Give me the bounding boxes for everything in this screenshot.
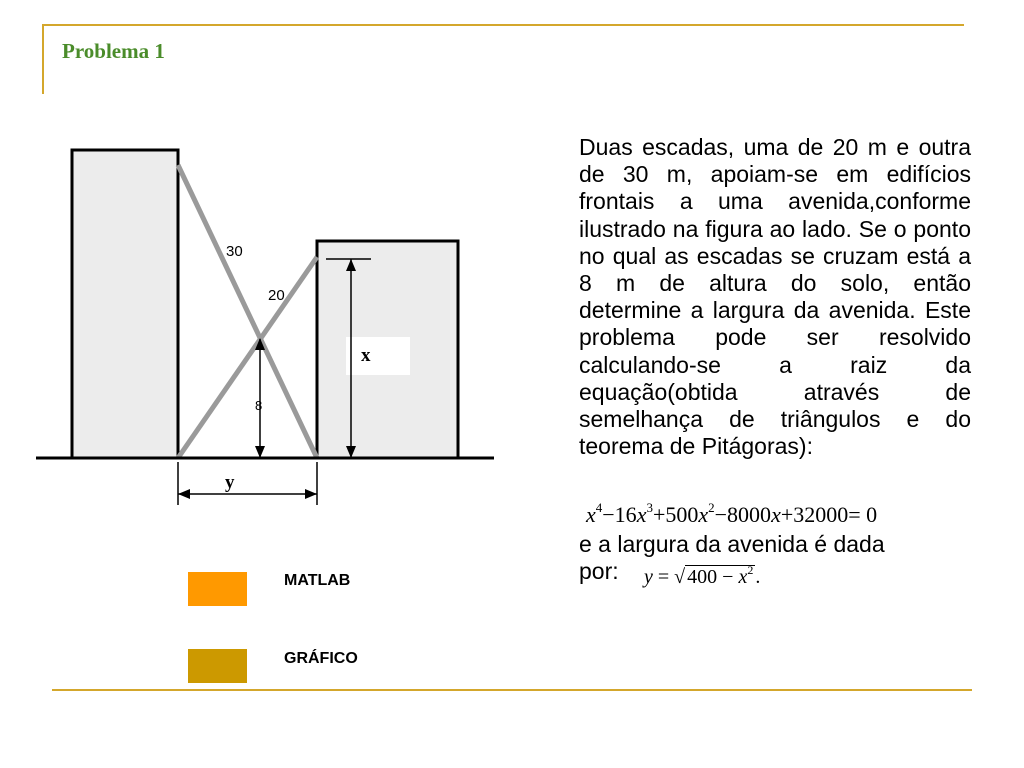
- polynomial-equation: [586, 502, 877, 528]
- formula-equals: =: [652, 566, 675, 588]
- width-formula: [644, 563, 761, 589]
- ladder-30-label: 30: [226, 243, 243, 260]
- grafico-label: GRÁFICO: [284, 650, 358, 667]
- eq-exp-4: 4: [595, 500, 603, 515]
- grafico-link-button[interactable]: [188, 649, 247, 683]
- eq-var-x: x: [586, 502, 596, 527]
- eq-term-8000: −8000: [714, 502, 772, 527]
- eq-term-16: −16: [602, 502, 637, 527]
- width-statement-line1: e a largura da avenida é dada: [579, 531, 885, 557]
- matlab-link-button[interactable]: [188, 572, 247, 606]
- title-accent-bar: [42, 24, 44, 94]
- width-statement: [579, 531, 971, 585]
- problem-statement: Duas escadas, uma de 20 m e outra de 30 m, apoiam-se em edifícios frontais a uma avenida,conforme ilustrado na figura ao lado. Se o ponto no qual as escadas se cruzam está a 8 m de altura do solo, então determine a largura da avenida. Este problema pode ser resolvido calculando-se a raiz da equação(obtida através de semelhança de triângulos e do teorema de Pitágoras):: [579, 134, 971, 460]
- x-label-background: [346, 337, 410, 375]
- eq-exp-3: 3: [646, 500, 653, 515]
- top-divider: [42, 24, 964, 26]
- formula-var-y: y: [644, 566, 653, 588]
- left-building: [72, 150, 178, 458]
- matlab-label: MATLAB: [284, 572, 351, 589]
- formula-const-400: 400: [687, 566, 718, 588]
- eq-var-x: x: [698, 502, 709, 527]
- eq-term-32000: +32000: [780, 502, 849, 527]
- slide-title: Problema 1: [62, 39, 165, 63]
- bottom-divider: [52, 689, 972, 691]
- ladder-20-label: 20: [268, 287, 285, 304]
- ladders-diagram: [28, 125, 528, 520]
- sqrt-symbol: √: [674, 566, 686, 588]
- eq-term-500: +500: [652, 502, 699, 527]
- formula-var-x: x: [738, 566, 748, 588]
- eq-equals-zero: = 0: [848, 502, 878, 527]
- formula-period: .: [755, 566, 761, 588]
- eq-var-x: x: [636, 502, 647, 527]
- sqrt-radicand: [685, 565, 755, 588]
- width-label: y: [225, 472, 235, 493]
- formula-exp-2: 2: [747, 563, 754, 577]
- width-statement-line2: por:: [579, 558, 619, 584]
- eq-exp-2: 2: [708, 500, 715, 515]
- eq-var-x: x: [771, 502, 781, 527]
- formula-minus: −: [717, 566, 739, 588]
- building-height-label: x: [361, 345, 371, 366]
- crossing-height-label: 8: [255, 398, 263, 413]
